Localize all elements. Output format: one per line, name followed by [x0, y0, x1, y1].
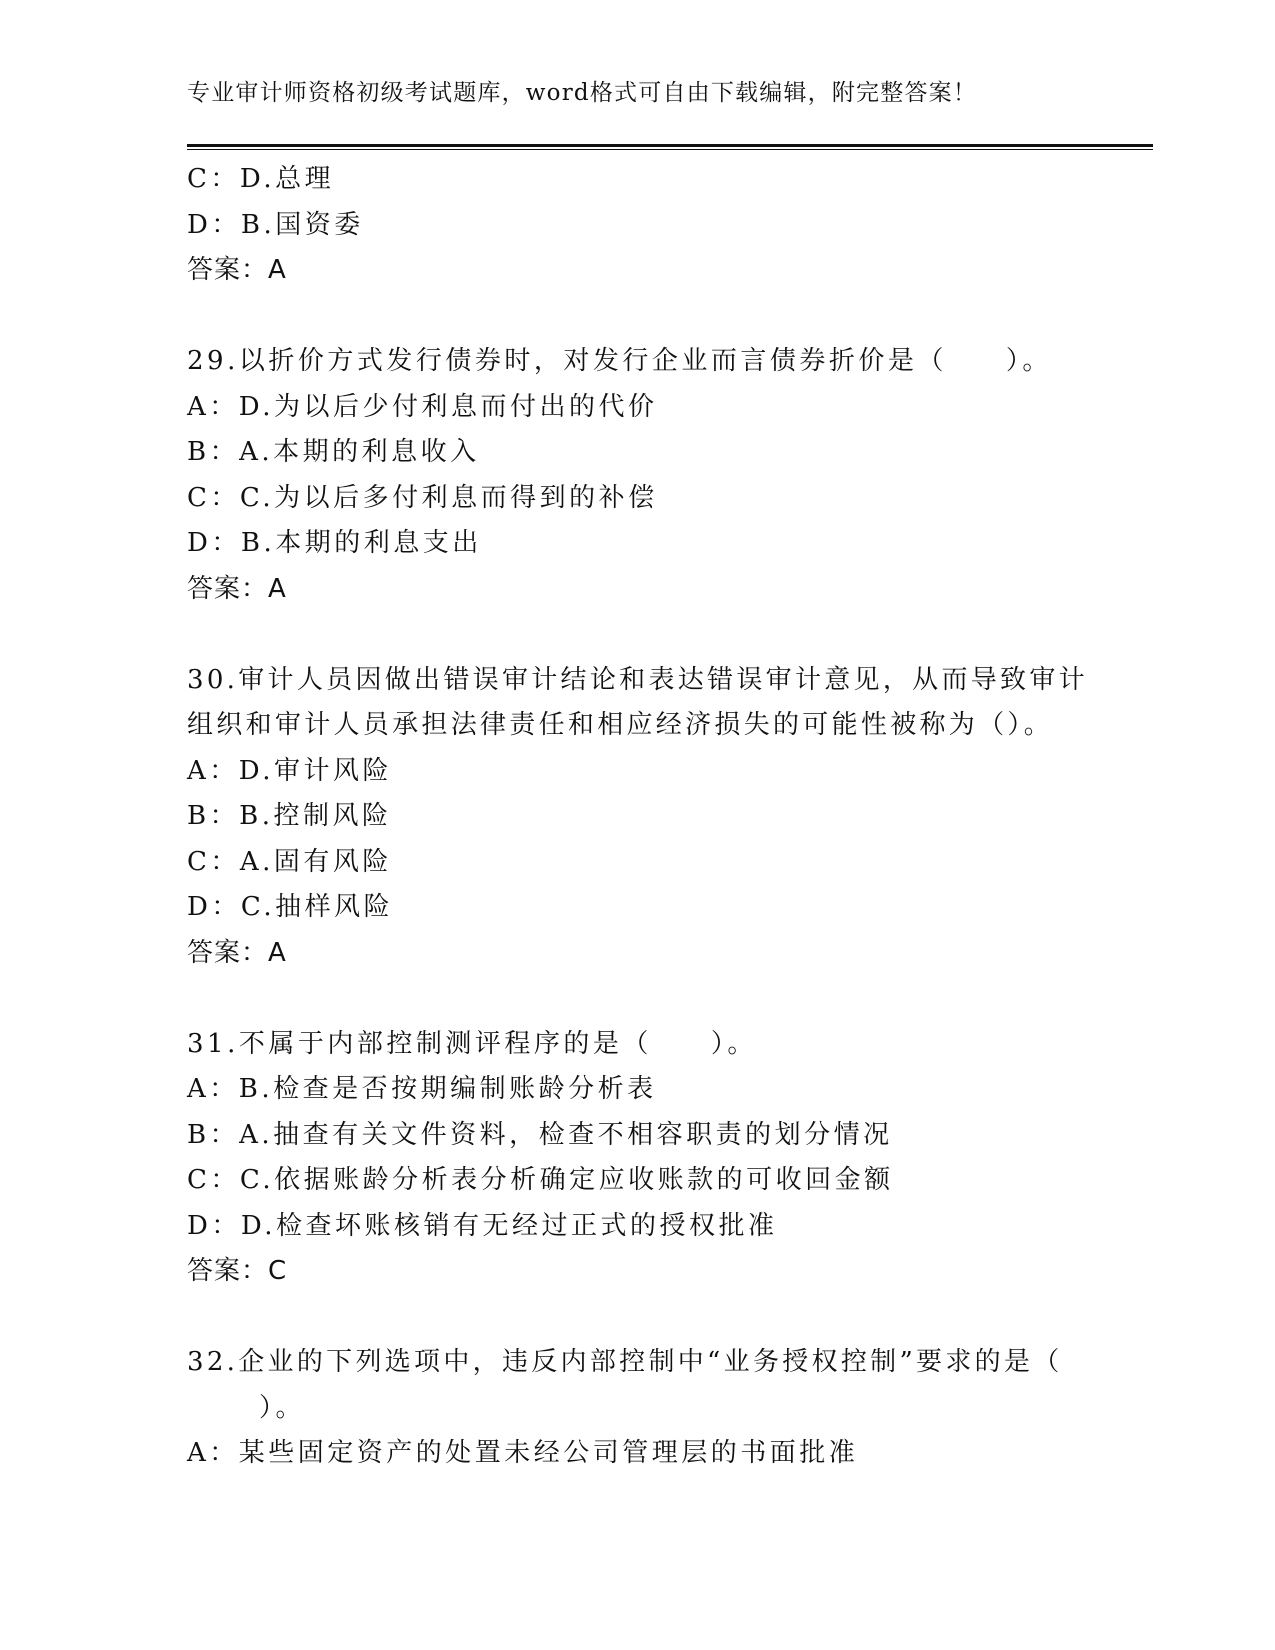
option-line: D：D.检查坏账核销有无经过正式的授权批准 — [187, 1210, 778, 1241]
question-stem: 30.审计人员因做出错误审计结论和表达错误审计意见，从而导致审计 — [187, 664, 1088, 695]
option-line: B：B.控制风险 — [187, 801, 392, 831]
page-header: 专业审计师资格初级考试题库，word格式可自由下载编辑，附完整答案！ — [187, 80, 978, 106]
answer-line: 答案：A — [187, 937, 287, 968]
option-line: C：D.总理 — [187, 164, 335, 194]
question-block — [187, 658, 1087, 977]
question-stem: 31.不属于内部控制测评程序的是（ ）。 — [187, 1028, 757, 1059]
option-line: D：B.国资委 — [187, 209, 364, 240]
question-block — [187, 1022, 1087, 1295]
option-line: D：B.本期的利息支出 — [187, 528, 482, 558]
spacer — [187, 294, 1087, 340]
option-line: C：C.依据账龄分析表分析确定应收账款的可收回金额 — [187, 1165, 894, 1195]
option-line: B：A.本期的利息收入 — [187, 437, 480, 467]
header-rule — [187, 144, 1153, 150]
question-stem-continued: 组织和审计人员承担法律责任和相应经济损失的可能性被称为（）。 — [187, 710, 1054, 740]
spacer — [187, 976, 1087, 1022]
option-line: A：B.检查是否按期编制账龄分析表 — [187, 1074, 657, 1104]
answer-line: 答案：A — [187, 573, 287, 604]
option-line: A：某些固定资产的处置未经公司管理层的书面批准 — [187, 1438, 859, 1468]
question-stem-continued: ）。 — [259, 1392, 306, 1423]
option-line: D：C.抽样风险 — [187, 892, 394, 922]
question-stem: 32.企业的下列选项中，违反内部控制中“业务授权控制”要求的是（ — [187, 1347, 1063, 1377]
option-line: C：C.为以后多付利息而得到的补偿 — [187, 482, 658, 513]
question-stem: 29.以折价方式发行债券时，对发行企业而言债券折价是（ ）。 — [187, 346, 1052, 376]
answer-line: 答案：C — [187, 1256, 288, 1286]
answer-line: 答案：A — [187, 255, 287, 285]
option-line: A：D.审计风险 — [187, 755, 392, 786]
question-block — [187, 1340, 1087, 1477]
question-block — [187, 339, 1087, 612]
spacer — [187, 1295, 1087, 1341]
option-line: B：A.抽查有关文件资料，检查不相容职责的划分情况 — [187, 1119, 893, 1150]
spacer — [187, 612, 1087, 658]
option-line: C：A.固有风险 — [187, 846, 392, 877]
document-body — [187, 157, 1087, 1477]
option-line: A：D.为以后少付利息而付出的代价 — [187, 391, 658, 422]
